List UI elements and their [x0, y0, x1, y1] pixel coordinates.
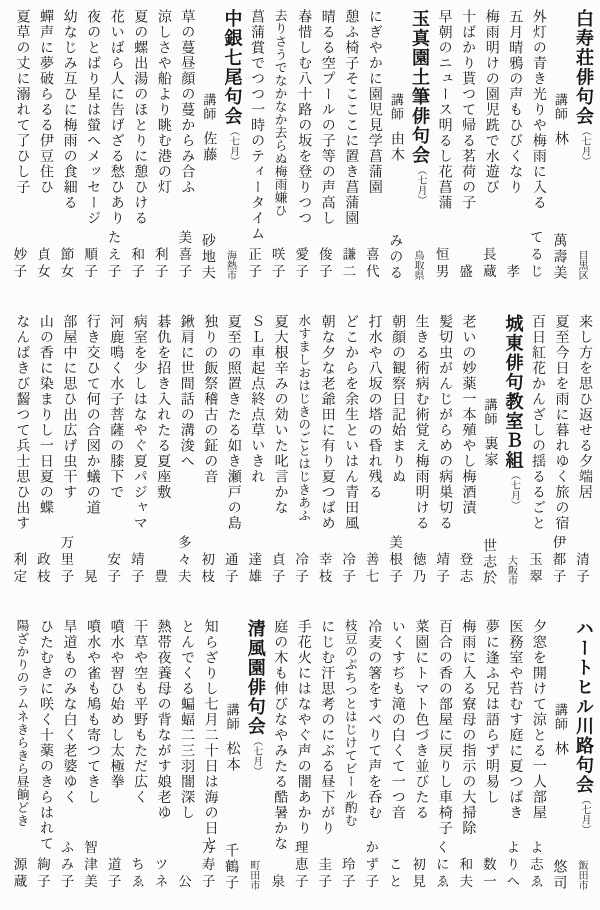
section-title: 清風園俳句会	[245, 619, 266, 736]
poem-author: 貞女	[34, 247, 50, 281]
poem-author: 長蔵	[480, 247, 496, 281]
section-header	[477, 314, 523, 586]
section-title: 玉真園土筆俳句会	[410, 9, 431, 165]
poem-text: 知らざりし七月二十日は海の日と	[202, 619, 218, 852]
instructor-gap	[231, 731, 232, 741]
poem-column	[195, 314, 218, 586]
poem-column	[101, 9, 125, 281]
poem-text: 部屋中に思ひ出広げ虫干す	[61, 314, 77, 500]
poem-column	[265, 9, 289, 281]
poem-author: 謙二	[340, 247, 356, 281]
poem-author: 恒男	[433, 247, 449, 281]
poem-text: ＳＬ車起点終点草いきれ	[249, 314, 265, 485]
poem-author: 美根子	[387, 535, 403, 586]
poem-column	[125, 9, 149, 281]
instructor-gap	[208, 121, 209, 131]
poem-text: 病室を少しはなやぐ夏パジャマ	[131, 314, 147, 531]
poem-text: 蟬声に夢破らるる伊豆住ひ	[38, 9, 54, 195]
poem-column	[7, 9, 31, 281]
poem-text: 医務室や苔むす庭に夏つばき	[507, 619, 523, 821]
poem-column	[429, 619, 453, 891]
poem-text: 梅雨に入る寮母の指示の大掃除	[460, 619, 476, 836]
poem-text: 百日紅花かんざしの揺るるごと	[530, 314, 546, 531]
poem-column	[265, 619, 289, 891]
poem-column	[77, 314, 100, 586]
instructor-label: 講師	[224, 703, 240, 731]
section-location: 海熱市	[224, 250, 236, 280]
instructor-line	[547, 619, 570, 891]
poem-text: 五月晴鴉の声もひびくなり	[507, 9, 523, 195]
section-title: 城東俳句教室Ｂ組	[503, 314, 524, 470]
poem-author: 泉	[269, 874, 285, 891]
instructor-line	[219, 619, 242, 891]
poem-text: 菜園にトマト色づき並びたる	[413, 619, 429, 821]
poem-text: 夜のとばり星は螢へメッセージ	[85, 9, 101, 226]
poem-author: 玲子	[339, 857, 355, 891]
poem-text: 生きる術病む術覚え梅雨明ける	[413, 314, 429, 531]
instructor-gap	[559, 121, 560, 131]
poem-author: 数一	[480, 857, 496, 891]
poem-author: 冷子	[293, 552, 309, 586]
poem-author: 孝	[504, 264, 520, 281]
poem-text: 花いばら人に告げざる愁ひあり	[108, 9, 124, 226]
poem-column	[288, 619, 312, 891]
band-middle	[7, 314, 593, 586]
poem-author: 登志	[457, 552, 473, 586]
poem-text: 噴水や雀も鳩も寄つてきし	[85, 619, 101, 805]
poem-column	[383, 314, 406, 586]
poem-author: 妙子	[11, 247, 27, 281]
poem-author: 晃	[81, 569, 97, 586]
poem-column	[218, 314, 241, 586]
instructor-given: 砂地夫	[199, 233, 215, 281]
section-location: 鳥取県	[412, 250, 424, 280]
poem-author: よ志ゑ	[527, 840, 543, 891]
poem-column	[78, 9, 102, 281]
poem-author: 豊	[152, 569, 168, 586]
instructor-gap	[489, 426, 490, 436]
poem-text: 去りさうでなかなか去らぬ梅雨嫌ひ	[272, 9, 287, 217]
poem-author: 伊都子	[550, 535, 566, 586]
poem-text: 憩ふ椅子そこここに置き菖蒲園	[343, 9, 359, 226]
poem-author: 初見	[410, 857, 426, 891]
poem-author: 万里子	[58, 535, 74, 586]
poem-author: くにゑ	[433, 840, 449, 891]
instructor-line	[477, 314, 500, 586]
poem-text: 鍬肩に世間話の溝浚へ	[178, 314, 194, 469]
poem-text: 干草や空も平野もただ広く	[132, 619, 148, 805]
poem-author: 智津美	[82, 840, 98, 891]
section-month: （七月）	[578, 794, 590, 835]
section-title: 白寿荘俳句会	[574, 9, 594, 126]
poem-column	[195, 619, 219, 891]
poem-author: 和夫	[457, 857, 473, 891]
poem-column	[359, 9, 383, 281]
poem-text: 朝な夕な老爺田に有り夏つばめ	[319, 314, 335, 531]
band-top	[7, 9, 593, 281]
poem-author: こと	[386, 857, 402, 891]
poem-column	[242, 314, 265, 586]
poem-column	[7, 314, 30, 586]
poem-text: いくすぢも滝の白くて一つ音	[389, 619, 405, 821]
poem-author: 玉翠	[527, 552, 543, 586]
poem-column	[54, 9, 78, 281]
poem-text: 河鹿鳴く水子菩薩の膝下で	[108, 314, 124, 500]
poem-author: 利子	[152, 247, 168, 281]
poem-author: 咲子	[269, 247, 285, 281]
poem-author: 靖子	[434, 552, 450, 586]
poem-author: かず子	[363, 840, 379, 891]
poem-column	[336, 9, 360, 281]
poem-text: 夏の螺出湯のほとりに憩ひける	[132, 9, 148, 226]
poem-column	[406, 314, 429, 586]
poem-text: 打水や八坂の塔の昏れ残る	[366, 314, 382, 500]
section-header	[383, 9, 429, 281]
poem-text: 百合の香の部屋に戻りし車椅子	[436, 619, 452, 836]
poem-author: たえ子	[105, 230, 121, 281]
poem-column	[30, 9, 54, 281]
poem-author: 節女	[58, 247, 74, 281]
poem-column	[78, 619, 102, 891]
poem-column	[430, 314, 453, 586]
poem-text: 草の蔓昼顔の蔓からみ合ふ	[179, 9, 195, 195]
poem-text: 髪切虫がんじがらめの病巣切る	[437, 314, 453, 531]
section-header	[547, 619, 593, 891]
poem-author: 和子	[129, 247, 145, 281]
band-bottom	[7, 619, 593, 891]
poem-text: 幼なじみ互ひに梅雨の食細る	[61, 9, 77, 211]
poem-text: 夏至の照置きたる如き瀬戸の島	[225, 314, 241, 531]
poem-column	[172, 619, 196, 891]
poem-column	[453, 314, 476, 586]
poem-column	[242, 9, 266, 281]
poem-column	[336, 314, 359, 586]
poem-author: 喜代	[363, 247, 379, 281]
poem-column	[476, 619, 500, 891]
poem-column	[124, 314, 147, 586]
poem-column	[500, 9, 524, 281]
poem-text: 夏大根辛みの効いた叱言かな	[272, 314, 288, 516]
poem-text: 山の香に染まりし一日夏の蝶	[37, 314, 53, 516]
poem-author: 正子	[246, 247, 262, 281]
poem-column	[312, 314, 335, 586]
poem-column	[54, 619, 78, 891]
poem-column	[382, 619, 406, 891]
poem-column	[523, 9, 547, 281]
poem-column	[546, 314, 569, 586]
instructor-given: 萬壽美	[551, 233, 567, 281]
section-title-line	[570, 9, 593, 281]
poem-text: 独りの飯祭稽古の鉦の音	[202, 314, 218, 485]
poem-author: 公	[176, 874, 192, 891]
poem-column	[312, 9, 336, 281]
poem-column	[148, 619, 172, 891]
instructor-gap	[559, 731, 560, 741]
poem-author: 利定	[11, 552, 27, 586]
poem-author: 達雄	[246, 552, 262, 586]
poem-text: 行き交ひて何の合図か蟻の道	[84, 314, 100, 516]
poem-text: にぎやかに園児見学菖蒲園	[366, 9, 382, 195]
poem-column	[523, 314, 546, 586]
section-location: 大阪市	[505, 555, 517, 585]
poem-text: 十ばかり貰つて帰る茗荷の子	[460, 9, 476, 211]
poem-text: 梅雨明けの園児跣で水遊び	[483, 9, 499, 195]
poem-author: 美喜子	[176, 230, 192, 281]
instructor-gap	[395, 121, 396, 131]
poem-author: 幸枝	[316, 552, 332, 586]
poem-column	[406, 619, 430, 891]
poem-text: 陽ざかりのラムネきらきら昼餉どき	[14, 619, 29, 827]
poem-text: とんでくる蝙蝠二三羽闇深し	[179, 619, 195, 821]
poem-column	[429, 9, 453, 281]
poem-text: 旱道ものみな白く老婆ゆく	[61, 619, 77, 805]
poem-column	[31, 619, 55, 891]
poem-column	[7, 619, 31, 891]
poem-author: 多々夫	[175, 535, 191, 586]
poem-column	[523, 619, 547, 891]
poem-column	[312, 619, 336, 891]
instructor-line	[547, 9, 570, 281]
poem-author: 絢子	[35, 857, 51, 891]
poem-column	[335, 619, 359, 891]
poem-text: 来し方を思ひ返せる夕端居	[577, 314, 592, 500]
poem-column	[453, 9, 477, 281]
poem-column	[54, 314, 77, 586]
poem-author: 徳乃	[410, 552, 426, 586]
poem-author: 盛	[457, 264, 473, 281]
section-title-line	[500, 314, 523, 586]
poem-author: 貞子	[269, 552, 285, 586]
poem-author: 靖子	[128, 552, 144, 586]
poem-text: 水すましおはじきのごとはじきあふ	[296, 314, 311, 522]
poem-column	[101, 619, 125, 891]
instructor-label: 講師	[552, 93, 568, 121]
instructor-surname: 由木	[388, 131, 404, 163]
poem-text: 熱帯夜養母の背ながす娘老ゆ	[155, 619, 171, 821]
poem-text: なんばきび齧つて兵士思ひ出す	[14, 314, 30, 531]
poem-author: 圭子	[316, 857, 332, 891]
poem-text: 朝顔の観察日記始まりぬ	[390, 314, 406, 485]
poem-text: 枝豆のぷちつとはじけてビール酌む	[342, 619, 357, 827]
poem-author: 安子	[105, 552, 121, 586]
poem-column	[125, 619, 149, 891]
poem-author: よりへ	[504, 840, 520, 891]
poem-text: 碁仇を招き入れたる夏座敷	[155, 314, 171, 500]
poem-text: 夏至今日を雨に暮れゆく旅の宿	[553, 314, 569, 531]
instructor-surname: 松本	[224, 741, 240, 773]
poem-text: 庭の木も伸びなやみたる酷暑かな	[272, 619, 288, 852]
poem-author: 順子	[82, 247, 98, 281]
section-title-line	[219, 9, 242, 281]
poem-column	[476, 9, 500, 281]
poem-column	[148, 314, 171, 586]
poem-author: 道子	[105, 857, 121, 891]
instructor-given: 千鶴子	[223, 843, 239, 891]
poem-column	[359, 619, 383, 891]
section-location: 町田市	[247, 860, 259, 890]
poem-text: 外灯の青き光りや梅雨に入る	[530, 9, 546, 211]
poem-column	[453, 619, 477, 891]
poem-text: にじむ汗思考のにぶる昼下がり	[319, 619, 335, 836]
poem-text: 噴水や習ひ始めし太極拳	[108, 619, 124, 790]
poem-column	[172, 9, 196, 281]
instructor-surname: 佐藤	[201, 131, 217, 163]
poem-text: 夏草の丈に溺れて了ひし子	[14, 9, 30, 195]
poem-column	[570, 314, 593, 586]
instructor-given: 悠司	[551, 859, 567, 891]
poem-text: 春惜しむ八十路の坂を登りつつ	[296, 9, 312, 226]
poem-text: どこからを余生といはん青田風	[343, 314, 359, 531]
instructor-surname: 裏家	[482, 436, 498, 468]
section-title-line	[242, 619, 265, 891]
poem-author: 万寿子	[199, 840, 215, 891]
section-month: （七月）	[579, 126, 590, 166]
instructor-label: 講師	[552, 703, 568, 731]
poem-column	[101, 314, 124, 586]
poem-text: 夢に逢ふ兄は語らず明易し	[483, 619, 499, 805]
poem-text: 夕窓を開けて涼とる一人部屋	[530, 619, 546, 821]
poem-column	[148, 9, 172, 281]
poem-text: 涼しさや船より眺む港の灯	[155, 9, 171, 195]
section-header	[219, 619, 265, 891]
poem-author: てるじ	[527, 230, 543, 281]
poem-column	[289, 314, 312, 586]
poem-author: 俊子	[316, 247, 332, 281]
section-month: （七月）	[227, 126, 239, 166]
poem-author: 初枝	[199, 552, 215, 586]
poem-column	[30, 314, 53, 586]
section-location: 飯田市	[575, 860, 587, 890]
poem-author: ふみ子	[58, 840, 74, 891]
section-month: （七月）	[508, 470, 520, 510]
poem-author: 通子	[222, 552, 238, 586]
section-title: 中銀七尾句会	[222, 9, 243, 126]
instructor-line	[383, 9, 406, 281]
poem-author: 政枝	[34, 552, 50, 586]
poem-text: 晴るる空プールの子等の声高し	[319, 9, 335, 226]
poem-author: 善七	[363, 552, 379, 586]
section-title-line	[406, 9, 429, 281]
section-header	[195, 9, 241, 281]
poem-text: 早朝のニュース明るし花菖蒲	[436, 9, 452, 211]
poem-column	[500, 619, 524, 891]
poem-column	[265, 314, 288, 586]
poem-text: 冷麦の箸をすべりて声を呑む	[366, 619, 382, 821]
poem-column	[171, 314, 194, 586]
instructor-label: 講師	[482, 398, 498, 426]
instructor-given: みのる	[387, 233, 403, 281]
instructor-given: 世志於	[481, 538, 497, 586]
poem-text: ひたむきに咲く十薬のきらはれて	[38, 619, 54, 852]
section-location: 目黒区	[576, 250, 587, 280]
section-title: ハートヒル川路句会	[573, 619, 594, 795]
section-month: （七月）	[415, 165, 427, 205]
poem-text: 菖蒲賞でつつ一時のティータイム	[249, 9, 265, 242]
instructor-line	[195, 9, 218, 281]
poem-column	[289, 9, 313, 281]
poem-author: 清子	[574, 552, 589, 586]
instructor-label: 講師	[201, 93, 217, 121]
poem-author: ちゑ	[129, 857, 145, 891]
poem-author: 理恵子	[292, 840, 308, 891]
section-header	[547, 9, 593, 281]
instructor-surname: 林	[552, 131, 568, 147]
poem-column	[359, 314, 382, 586]
poem-author: ツネ	[152, 857, 168, 891]
poem-author: 冷子	[340, 552, 356, 586]
section-month: （七月）	[250, 736, 262, 776]
instructor-surname: 林	[552, 741, 568, 757]
poem-author: 源蔵	[11, 857, 27, 891]
poem-author: 愛子	[293, 247, 309, 281]
section-title-line	[570, 619, 593, 891]
poem-text: 老いの妙薬一本殖やし梅酒漬	[460, 314, 476, 516]
poem-text: 手花火にはなやぐ声の闇あかり	[295, 619, 311, 836]
instructor-label: 講師	[388, 93, 404, 121]
